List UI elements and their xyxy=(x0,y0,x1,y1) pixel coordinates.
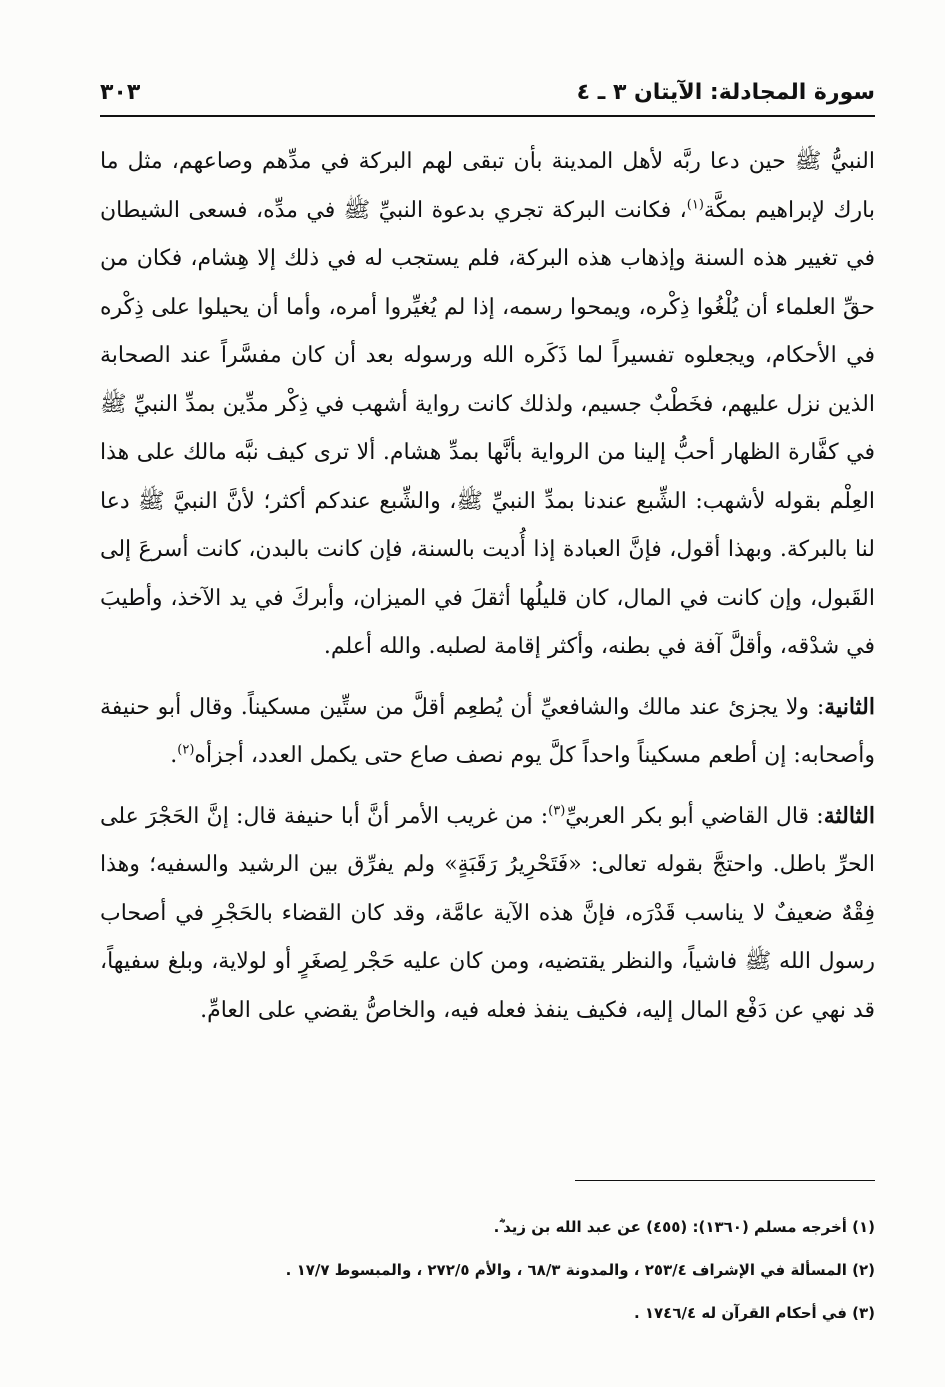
paragraph-text: النبيُّ ﷺ حين دعا ربَّه لأهل المدينة بأن تبقى لهم البركة في مدِّهم وصاعهم، مثل ما بارك لإبراهيم بمكَّة xyxy=(100,149,875,223)
page-number: ٣٠٣ xyxy=(100,79,141,105)
footnotes xyxy=(100,1206,875,1335)
header-rule xyxy=(100,115,875,117)
running-header xyxy=(100,72,875,112)
chapter-title: سورة المجادلة: الآيتان ٣ ـ ٤ xyxy=(576,79,875,105)
paragraph xyxy=(100,792,875,1036)
paragraph-text: ، فكانت البركة تجري بدعوة النبيِّ ﷺ في مدِّه، فسعى الشيطان في تغيير هذه السنة وإذهاب هذه البركة، فلم يستجب له في ذلك إلا هِشام، فكان من حقِّ العلماء أن يُلْغُوا ذِكْره، ويمحوا رسمه، إذا لم يُغيِّروا أمره، وأما أن يحيلوا على ذِكْره في الأحكام، ويجعلوه تفسيراً لما ذَكَره الله ورسوله بعد أن كان مفسَّراً عند الصحابة الذين نزل عليهم، فخَطْبٌ جسيم، ولذلك كانت رواية أشهب في ذِكْر مدِّين بمدِّ النبيِّ ﷺ في كفَّارة الظهار أحبُّ إلينا من الرواية بأنَّها بمدِّ هشام. ألا ترى كيف نبَّه مالك على هذا العِلْم بقوله لأشهب: الشِّبع عندنا بمدِّ النبيِّ ﷺ، والشِّبع عندكم أكثر؛ لأنَّ النبيَّ ﷺ دعا لنا بالبركة. وبهذا أقول، فإنَّ العبادة إذا أُديت بالسنة، فإن كانت بالبدن، كانت أسرعَ إلى القَبول، وإن كانت في المال، كان قليلُها أثقلَ في الميزان، وأبركَ في يد الآخذ، وأطيبَ في شدْقه، وأقلَّ آفة في بطنه، وأكثر إقامة لصلبه. والله أعلم. xyxy=(100,197,875,659)
footnote-rule xyxy=(575,1180,875,1181)
footnote: (٢) المسألة في الإشراف ٢٥٣/٤ ، والمدونة ٦٨/٣ ، والأم ٢٧٢/٥ ، والمبسوط ١٧/٧ . xyxy=(285,1261,875,1279)
paragraph xyxy=(100,683,875,781)
footnote-ref[interactable]: (٣) xyxy=(548,803,566,819)
paragraph xyxy=(100,138,875,672)
footnote: (١) أخرجه مسلم (١٣٦٠): (٤٥٥) عن عبد الله بن زيد ؓ. xyxy=(493,1218,875,1236)
paragraph-text: . xyxy=(170,743,178,768)
paragraph-text: : قال القاضي أبو بكر العربيِّ xyxy=(565,803,824,829)
section-lead: الثانية xyxy=(824,693,875,720)
paragraph-text: : ولا يجزئ عند مالك والشافعيِّ أن يُطعِم أقلَّ من ستِّين مسكيناً. وقال أبو حنيفة وأصحابه: إن أطعم مسكيناً واحداً كلَّ يوم نصف صاع حتى يكمل العدد، أجزأه xyxy=(100,694,875,768)
main-text xyxy=(100,138,875,1046)
paragraph-text: : من غريب الأمر أنَّ أبا حنيفة قال: إنَّ الحَجْرَ على الحرِّ باطل. واحتجَّ بقوله تعالى: «فَتَحْرِيرُ رَقَبَةٍ» ولم يفرِّق بين الرشيد والسفيه؛ وهذا فِقْهٌ ضعيفٌ لا يناسب قَدْرَه، فإنَّ هذه الآية عامَّة، وقد كان القضاء بالحَجْرِ في أصحاب رسول الله ﷺ فاشياً، والنظر يقتضيه، ومن كان عليه حَجْر لِصغَرٍ أو لولاية، وبلغ سفيهاً، قد نهي عن دَفْع المال إليه، فكيف ينفذ فعله فيه، والخاصُّ يقضي على العامِّ. xyxy=(100,803,875,1023)
section-lead: الثالثة xyxy=(823,802,875,829)
footnote-ref[interactable]: (١) xyxy=(686,197,704,213)
footnote-ref[interactable]: (٢) xyxy=(177,742,195,758)
footnote: (٣) في أحكام القرآن له ١٧٤٦/٤ . xyxy=(633,1304,875,1322)
